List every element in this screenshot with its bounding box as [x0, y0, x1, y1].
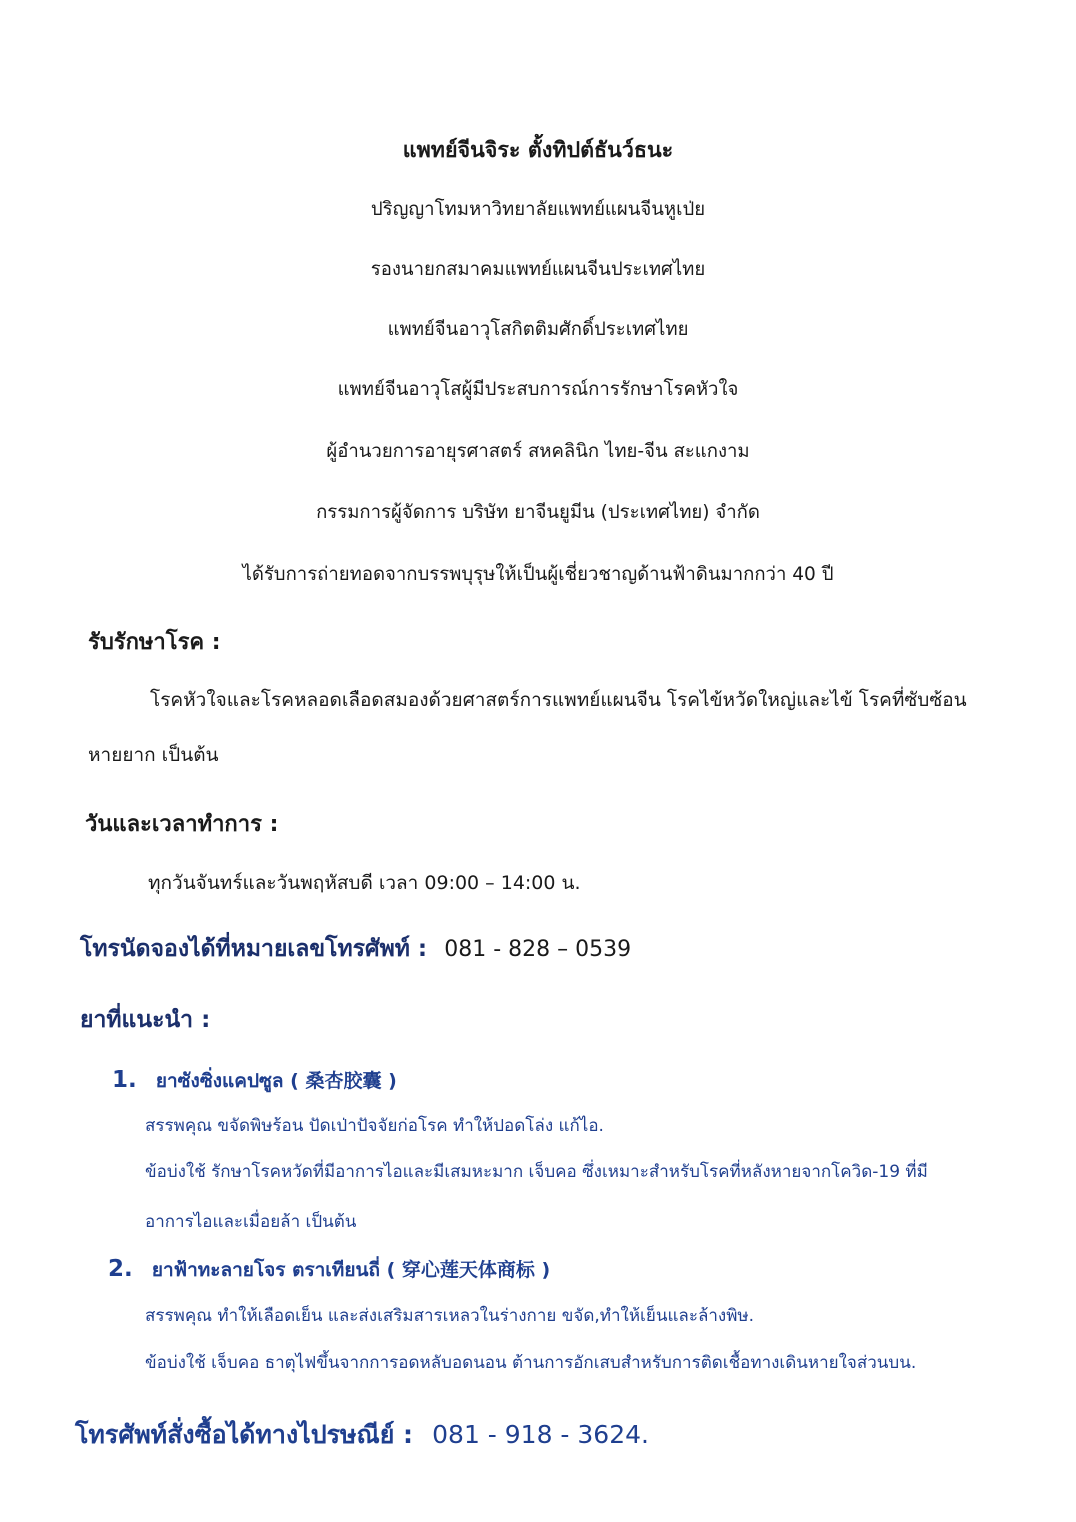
hours-text: ทุกวันจันทร์และวันพฤหัสบดี เวลา 09:00 – 14:00 น. — [148, 872, 581, 894]
credential-line: รองนายกสมาคมแพทย์แผนจีนประเทศไทย — [370, 259, 706, 280]
credential-line: ปริญญาโทมหาวิทยาลัยแพทย์แผนจีนหูเป่ย — [370, 199, 706, 220]
credential-line: ผู้อำนวยการอายุรศาสตร์ สหคลินิก ไทย-จีน สะแกงาม — [326, 441, 750, 462]
medicine-name: ยาซังซิ่งแคปซูล ( 桑杏胶囊 ) — [155, 1070, 397, 1092]
hours-heading: วันและเวลาทำการ : — [85, 812, 279, 837]
medicine-1-indication: ข้อบ่งใช้ รักษาโรคหวัดที่มีอาการไอและมีเสมหะมาก เจ็บคอ ซึ่งเหมาะสำหรับโรคที่หลังหายจากโควิด-19 ที่มี — [145, 1162, 928, 1182]
credential-line: แพทย์จีนอาวุโสผู้มีประสบการณ์การรักษาโรคหัวใจ — [337, 379, 739, 400]
medicine-number: 1. — [112, 1067, 137, 1093]
medicines-heading: ยาที่แนะนำ : — [80, 1007, 211, 1033]
credential-line: แพทย์จีนอาวุโสกิตติมศักดิ์ประเทศไทย — [387, 319, 689, 340]
appointment-phone[interactable]: 081 - 828 – 0539 — [444, 937, 632, 962]
credential-line: ได้รับการถ่ายทอดจากบรรพบุรุษให้เป็นผู้เชี่ยวชาญด้านฟ้าดินมากกว่า 40 ปี — [242, 564, 834, 585]
medicine-1-indication-cont: อาการไอและเมื่อยล้า เป็นต้น — [145, 1212, 357, 1232]
medicine-item-2-title — [108, 1255, 550, 1285]
treatment-text-line1: โรคหัวใจและโรคหลอดเลือดสมองด้วยศาสตร์การแพทย์แผนจีน โรคไข้หวัดใหญ่และไข้ โรคที่ซับซ้อน — [150, 689, 967, 711]
medicine-number: 2. — [108, 1256, 133, 1282]
appointment-label: โทรนัดจองได้ที่หมายเลขโทรศัพท์ : — [80, 936, 428, 962]
treatment-heading: รับรักษาโรค : — [88, 630, 221, 655]
medicine-name: ยาฟ้าทะลายโจร ตราเทียนถี่ ( 穿心莲天体商标 ) — [151, 1259, 551, 1281]
credential-line: กรรมการผู้จัดการ บริษัท ยาจีนยูมีน (ประเทศไทย) จำกัด — [316, 502, 760, 523]
order-phone[interactable]: 081 - 918 - 3624. — [432, 1420, 649, 1449]
treatment-text-line2: หายยาก เป็นต้น — [88, 744, 219, 766]
order-label: โทรศัพท์สั่งซื้อได้ทางไปรษณีย์ : — [75, 1420, 414, 1449]
order-row — [75, 1415, 649, 1455]
medicine-2-property: สรรพคุณ ทำให้เลือดเย็น และส่งเสริมสารเหลวในร่างกาย ขจัด,ทำให้เย็นและล้างพิษ. — [145, 1306, 755, 1326]
doctor-name: แพทย์จีนจิระ ตั้งทิปต์ธันว์ธนะ — [402, 138, 674, 163]
medicine-1-property: สรรพคุณ ขจัดพิษร้อน ปัดเป่าปัจจัยก่อโรค ทำให้ปอดโล่ง แก้ไอ. — [145, 1116, 604, 1136]
medicine-item-1-title — [112, 1066, 397, 1096]
appointment-row — [80, 931, 631, 967]
medicine-2-indication: ข้อบ่งใช้ เจ็บคอ ธาตุไฟขึ้นจากการอดหลับอดนอน ต้านการอักเสบสำหรับการติดเชื้อทางเดินหายใจส่วนบน. — [145, 1353, 917, 1373]
